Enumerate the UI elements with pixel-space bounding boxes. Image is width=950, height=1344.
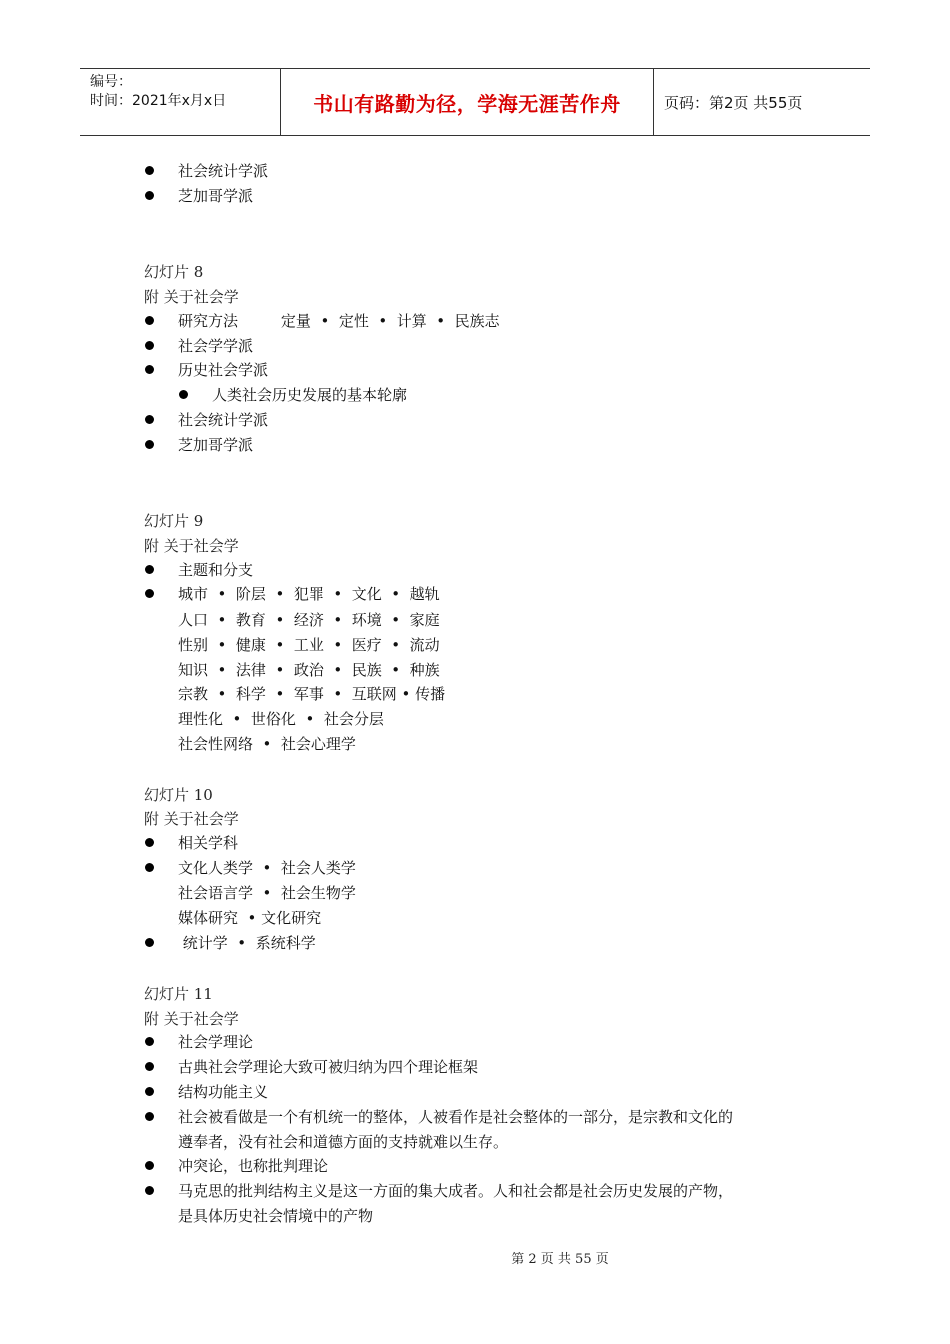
slide-10-subtitle: 附 关于社会学	[144, 810, 239, 828]
bullet-icon	[145, 1186, 154, 1195]
list-item: 芝加哥学派	[178, 187, 254, 205]
bullet-icon	[145, 191, 154, 200]
bullet-icon	[145, 1161, 154, 1170]
bullet-icon	[145, 838, 154, 847]
bullet-icon	[145, 341, 154, 350]
list-item: 城市 • 阶层 • 犯罪 • 文化 • 越轨	[178, 585, 440, 603]
bullet-icon	[145, 1112, 154, 1121]
bullet-icon	[145, 565, 154, 574]
list-item: 马克思的批判结构主义是这一方面的集大成者。人和社会都是社会历史发展的产物，	[178, 1182, 734, 1200]
list-item: 性别 • 健康 • 工业 • 医疗 • 流动	[178, 636, 440, 654]
list-item: 主题和分支	[178, 561, 254, 579]
bullet-icon	[145, 365, 154, 374]
list-item: 统计学 • 系统科学	[178, 934, 316, 952]
bullet-icon	[145, 316, 154, 325]
list-item: 人类社会历史发展的基本轮廓	[212, 386, 408, 404]
list-item: 人口 • 教育 • 经济 • 环境 • 家庭	[178, 611, 440, 629]
bullet-icon	[145, 440, 154, 449]
list-item: 社会性网络 • 社会心理学	[178, 735, 356, 753]
list-item: 结构功能主义	[178, 1083, 269, 1101]
header-page-info: 页码：第2页 共55页	[664, 93, 803, 112]
list-item: 媒体研究 • 文化研究	[178, 909, 322, 927]
slide-10-title: 幻灯片 10	[144, 786, 213, 804]
list-item: 社会被看做是一个有机统一的整体，人被看作是社会整体的一部分，是宗教和文化的	[178, 1108, 734, 1126]
slide-8-title: 幻灯片 8	[144, 263, 204, 281]
slide-9-subtitle: 附 关于社会学	[144, 537, 239, 555]
list-item: 历史社会学派	[178, 361, 269, 379]
bullet-icon	[179, 390, 188, 399]
document-header	[80, 68, 870, 136]
list-item: 文化人类学 • 社会人类学	[178, 859, 356, 877]
bullet-icon	[145, 1062, 154, 1071]
list-item: 社会语言学 • 社会生物学	[178, 884, 356, 902]
header-meta-cell	[80, 69, 281, 135]
date-label: 时间：2021年x月x日	[90, 93, 227, 109]
list-item: 社会学理论	[178, 1033, 254, 1051]
slide-9-title: 幻灯片 9	[144, 512, 204, 530]
page-footer: 第 2 页 共 55 页	[511, 1252, 609, 1267]
header-motto: 书山有路勤为径，学海无涯苦作舟	[281, 69, 654, 135]
slide-11-subtitle: 附 关于社会学	[144, 1010, 239, 1028]
list-item: 是具体历史社会情境中的产物	[178, 1207, 374, 1225]
bullet-icon	[145, 863, 154, 872]
list-item: 芝加哥学派	[178, 436, 254, 454]
bullet-icon	[145, 415, 154, 424]
list-item: 遵奉者，没有社会和道德方面的支持就难以生存。	[178, 1133, 509, 1151]
list-item: 研究方法 定量 • 定性 • 计算 • 民族志	[178, 312, 500, 330]
bullet-icon	[145, 938, 154, 947]
bullet-icon	[145, 589, 154, 598]
bullet-icon	[145, 1087, 154, 1096]
list-item: 宗教 • 科学 • 军事 • 互联网 • 传播	[178, 685, 446, 703]
list-item: 社会统计学派	[178, 162, 269, 180]
slide-8-subtitle: 附 关于社会学	[144, 288, 239, 306]
bullet-icon	[145, 166, 154, 175]
list-item: 相关学科	[178, 834, 239, 852]
list-item: 社会统计学派	[178, 411, 269, 429]
code-label: 编号：	[90, 74, 132, 90]
slide-11-title: 幻灯片 11	[144, 985, 213, 1003]
list-item: 冲突论，也称批判理论	[178, 1157, 329, 1175]
list-item: 古典社会学理论大致可被归纳为四个理论框架	[178, 1058, 479, 1076]
list-item: 理性化 • 世俗化 • 社会分层	[178, 710, 384, 728]
bullet-icon	[145, 1037, 154, 1046]
list-item: 社会学学派	[178, 337, 254, 355]
list-item: 知识 • 法律 • 政治 • 民族 • 种族	[178, 661, 440, 679]
